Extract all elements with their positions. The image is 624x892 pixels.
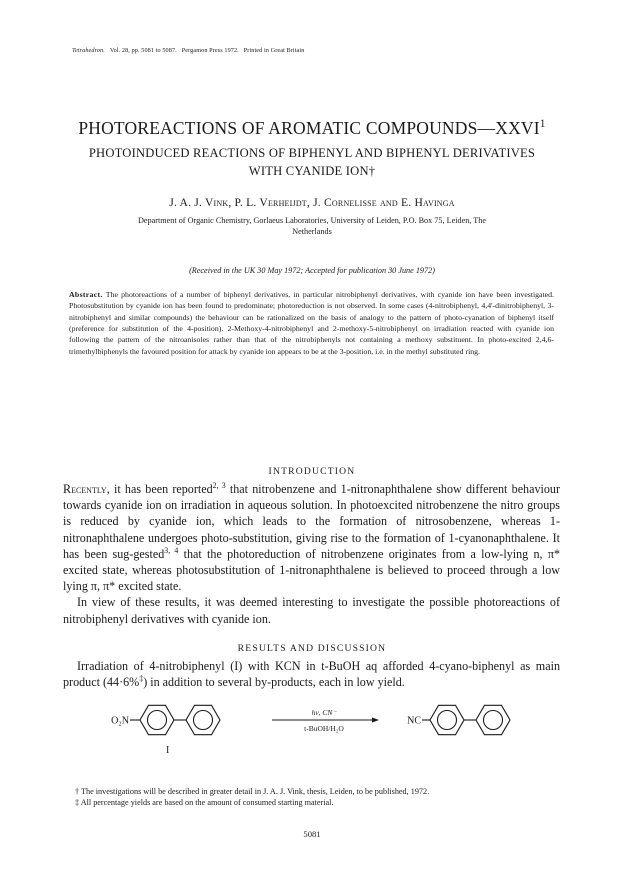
footnote-1: † The investigations will be described in greater detail in J. A. J. Vink, thesis, Leiden, to be published, 1972. bbox=[75, 787, 430, 796]
page-number: 5081 bbox=[303, 829, 321, 839]
reactant-group: O₂N bbox=[111, 715, 129, 727]
journal-name: Tetrahedron. bbox=[72, 47, 105, 54]
condition-top: hν, CN⁻ bbox=[311, 708, 337, 717]
results-paragraph-1 bbox=[63, 658, 560, 690]
reaction-scheme bbox=[100, 690, 540, 752]
paper-subtitle-text: PHOTOINDUCED REACTIONS OF BIPHENYL AND BIPHENYL DERIVATIVES WITH CYANIDE ION bbox=[88, 146, 536, 178]
reactant-ring-1 bbox=[140, 705, 174, 734]
footnote-ref: ‡ bbox=[139, 674, 144, 684]
condition-bottom: t-BuOH/H₂O bbox=[304, 724, 344, 733]
paper-subtitle bbox=[80, 144, 544, 180]
footnotes bbox=[63, 786, 560, 808]
reaction-arrow-head bbox=[372, 718, 379, 723]
introduction-heading: INTRODUCTION bbox=[268, 466, 356, 477]
paper-title-text: PHOTOREACTIONS OF AROMATIC COMPOUNDS—XXVI bbox=[78, 118, 540, 138]
journal-header bbox=[72, 47, 304, 54]
paper-title-ref: 1 bbox=[539, 118, 546, 131]
compound-label: I bbox=[166, 745, 170, 756]
results-text-b: ) in addition to several by-products, each in low yield. bbox=[143, 675, 405, 690]
introduction-text-b: that nitrobenzene and 1-nitronaphthalene show different behaviour towards cyanide ion on irradiation in aqueous solution. In photoexcited nitrobenzene the nitro groups is reduced by cyanide ion, which leads to the formation of nitrosobenzene, whereas 1-nitronaphthalene undergoes photo-substitution, giving rise to the formation of 1-cyanonaphthalene. It has been sug-gested bbox=[63, 482, 560, 561]
journal-citation: Vol. 28, pp. 5081 to 5087. bbox=[109, 47, 177, 54]
affiliation: Department of Organic Chemistry, Gorlaeus Laboratories, University of Leiden, P.O. Box 75, Leiden, The Netherlands bbox=[138, 216, 486, 236]
introduction-lead-word: Recently, bbox=[63, 482, 110, 496]
received-dates: (Received in the UK 30 May 1972; Accepted for publication 30 June 1972) bbox=[189, 266, 435, 275]
results-heading: RESULTS AND DISCUSSION bbox=[237, 643, 387, 654]
product-ring-2 bbox=[476, 705, 510, 734]
introduction-body bbox=[63, 481, 560, 627]
introduction-paragraph-2: In view of these results, it was deemed interesting to investigate the possible photoreactions of nitrobiphenyl derivatives with cyanide ion. bbox=[63, 595, 560, 626]
journal-printed: Printed in Great Britain bbox=[243, 47, 305, 54]
introduction-text-a: it has been reported bbox=[109, 482, 213, 496]
introduction-text-c: that the photoreduction of nitrobenzene originates from a low-lying n, π* excited state, whereas photosubstitution of 1-nitronaphthalene is believed to proceed through a low lying π, π* excited state. bbox=[63, 546, 560, 594]
product-ring-1 bbox=[430, 705, 464, 734]
introduction-paragraph-1 bbox=[63, 481, 560, 594]
abstract bbox=[69, 289, 554, 357]
reaction-scheme-svg bbox=[100, 690, 540, 752]
abstract-lead: Abstract. bbox=[69, 290, 103, 299]
results-text-a: Irradiation of 4-nitrobiphenyl (I) with KCN in t-BuOH aq afforded 4-cyano-biphenyl as main product (44·6% bbox=[63, 659, 560, 690]
citation-ref: 3, 4 bbox=[164, 545, 179, 555]
reactant-ring-2 bbox=[186, 705, 220, 734]
author-list: J. A. J. Vink, P. L. Verheijdt, J. Cornelisse and E. Havinga bbox=[169, 196, 455, 209]
paper-subtitle-mark: † bbox=[368, 164, 376, 178]
journal-publisher: Pergamon Press 1972. bbox=[181, 47, 239, 54]
results-body bbox=[63, 658, 560, 690]
abstract-text: The photoreactions of a number of biphenyl derivatives, in particular nitrobiphenyl derivatives, with cyanide ion have been investigated. Photosubstitution by cyanide ion has been found to predominate; photoreduction is not observed. In some cases (4-nitrobiphenyl, 4,4'-dinitrobiphenyl, 3-nitrobiphenyl and similar compounds) the behaviour can be rationalized on the basis of analogy to the pattern of photo-cyanation of biphenyl itself (preference for substitution of the 4-position). 2-Methoxy-4-nitrobiphenyl and 2-methoxy-5-nitrobiphenyl on irradiation reacted with cyanide ion following the pattern of the nitroanisoles rather than that of the nitrobiphenyls not containing a methoxy substituent. In photo-excited 2,4,6-trimethylbiphenyls the favoured position for attack by cyanide ion appears to be at the 3-position, i.e. in the methyl substituted ring. bbox=[69, 290, 554, 356]
footnote-2: ‡ All percentage yields are based on the amount of consumed starting material. bbox=[75, 798, 334, 808]
product-group: NC bbox=[407, 715, 421, 727]
paper-title bbox=[30, 118, 594, 139]
citation-ref: 2, 3 bbox=[212, 480, 226, 490]
